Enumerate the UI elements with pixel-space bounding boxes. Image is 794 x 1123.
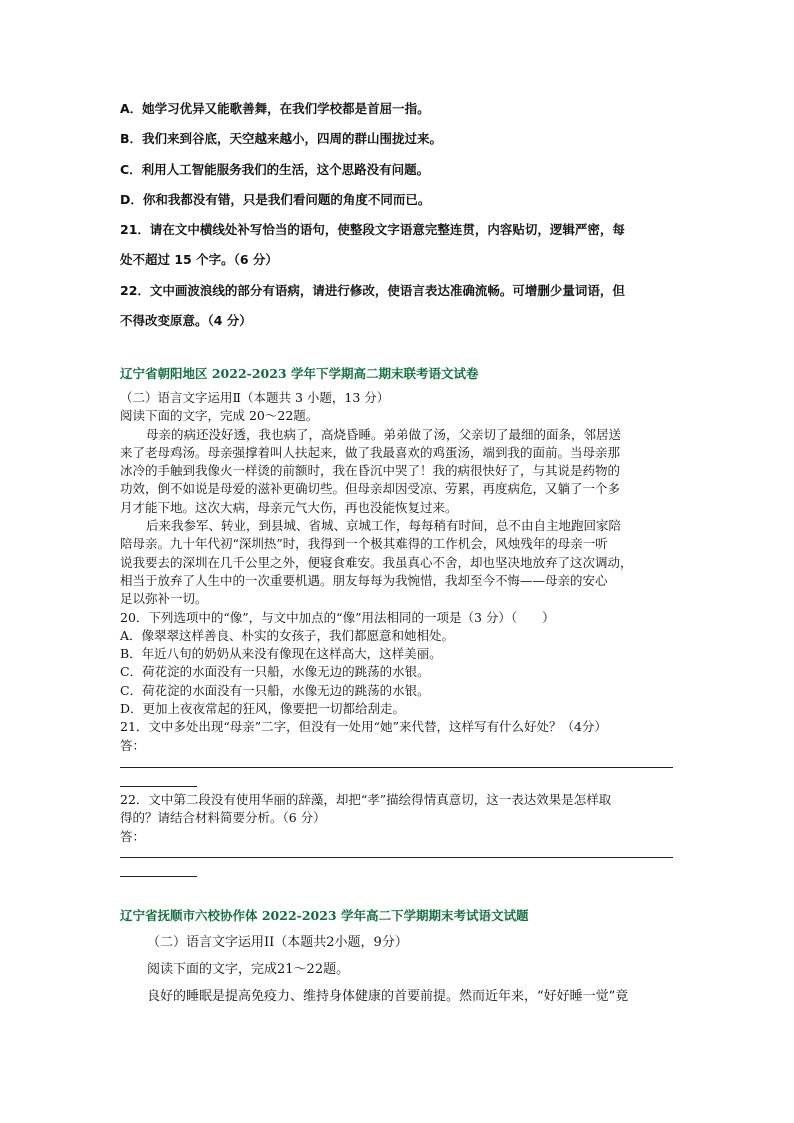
question-20: 20．下列选项中的“像”，与文中加点的“像”用法相同的一项是（3 分）（ ） [120, 609, 555, 625]
passage-line: 相当于放弃了人生中的一次重要机遇。朋友每每为我惋惜，我却至今不悔——母亲的安心 [120, 572, 608, 588]
answer-label: 答： [120, 737, 146, 753]
passage-line: 功效，倒不如说是母爱的滋补更确切些。但母亲却因受凉、劳累，再度病危，又躺了一个多 [120, 481, 621, 497]
question-22: 22．文中第二段没有使用华丽的辞藻，却把“孝”描绘得情真意切，这一表达效果是怎样取 [120, 792, 612, 807]
question-22-cont: 不得改变原意。（4 分） [120, 313, 252, 328]
passage-line: 后来我参军、转业，到县城、省城、京城工作，每每稍有时间，总不由自主地跑回家陪 [146, 518, 622, 534]
section-body-chaoyang [120, 389, 680, 755]
answer-line [120, 767, 673, 768]
question-21-cont: 处不超过 15 个字。（6 分） [120, 252, 278, 267]
reading-instruction: 阅读下面的文字，完成 20～22题。 [120, 408, 319, 424]
reading-instruction: 阅读下面的文字，完成21～22题。 [147, 962, 350, 977]
section-heading-fushun: 辽宁省抚顺市六校协作体 2022-2023 学年高二下学期期末考试语文试题 [120, 908, 529, 923]
q20-option-c: C．荷花淀的水面没有一只船，水像无边的跳荡的水银。 [120, 664, 430, 680]
question-21: 21．文中多处出现“母亲”二字，但没有一处用“她”来代替，这样写有什么好处？（4分） [120, 719, 607, 735]
option-b: B．我们来到谷底，天空越来越小，四周的群山围拢过来。 [120, 131, 443, 146]
answer-label: 答： [120, 828, 146, 844]
passage-line: 良好的睡眠是提高免疫力、维持身体健康的首要前提。然而近年来，“好好睡一觉”竟 [147, 989, 629, 1004]
option-a: A．她学习优异又能歌善舞，在我们学校都是首屈一指。 [120, 101, 430, 116]
passage-line: 来了老母鸡汤。母亲强撑着叫人扶起来，做了我最喜欢的鸡蛋汤，端到我的面前。当母亲那 [120, 444, 621, 460]
subsection-title: （二）语言文字运用II（本题共2小题，9分） [147, 935, 408, 950]
q20-option-c-duplicate: C．荷花淀的水面没有一只船，水像无边的跳荡的水银。 [120, 682, 430, 698]
q20-option-b: B．年近八旬的奶奶从来没有像现在这样高大，这样美丽。 [120, 646, 442, 662]
passage-line: 冰冷的手触到我像火一样烫的前额时，我在昏沉中哭了！我的病很快好了，与其说是药物的 [120, 463, 621, 479]
answer-line-short [120, 876, 197, 877]
passage-line: 说我要去的深圳在几千公里之外，便寝食难安。我虽真心不舍，却也坚决地放弃了这次调动， [120, 554, 633, 570]
passage-line: 陪母亲。九十年代初“深圳热”时，我得到一个极其难得的工作机会，风烛残年的母亲一听 [120, 536, 608, 552]
answer-line-short [120, 786, 197, 787]
option-d: D．你和我都没有错，只是我们看问题的角度不同而已。 [120, 192, 431, 207]
passage-line: 母亲的病还没好透，我也病了，高烧昏睡。弟弟做了汤，父亲切了最细的面条，邻居送 [146, 426, 622, 442]
question-22-cont: 得的？请结合材料简要分析。（6 分） [120, 810, 326, 826]
answer-line [120, 857, 673, 858]
question-21: 21．请在文中横线处补写恰当的语句，使整段文字语意完整连贯，内容贴切，逻辑严密，每 [120, 222, 625, 237]
question-22: 22．文中画波浪线的部分有语病，请进行修改，使语言表达准确流畅。可增删少量词语，但 [120, 283, 625, 298]
subsection-title: （二）语言文字运用Ⅱ（本题共 3 小题，13 分） [120, 390, 390, 405]
section-heading-chaoyang: 辽宁省朝阳地区 2022-2023 学年下学期高二期末联考语文试卷 [120, 366, 479, 381]
option-c: C．利用人工智能服务我们的生活，这个思路没有问题。 [120, 162, 430, 177]
passage-line: 月才能下地。这次大病，母亲元气大伤，再也没能恢复过来。 [120, 499, 458, 515]
q20-option-d: D．更加上夜夜常起的狂风，像要把一切都给刮走。 [120, 701, 406, 717]
passage-line: 足以弥补一切。 [120, 591, 208, 607]
q20-option-a: A．像翠翠这样善良、朴实的女孩子，我们都愿意和她相处。 [120, 627, 455, 643]
question-22-block [120, 791, 680, 846]
